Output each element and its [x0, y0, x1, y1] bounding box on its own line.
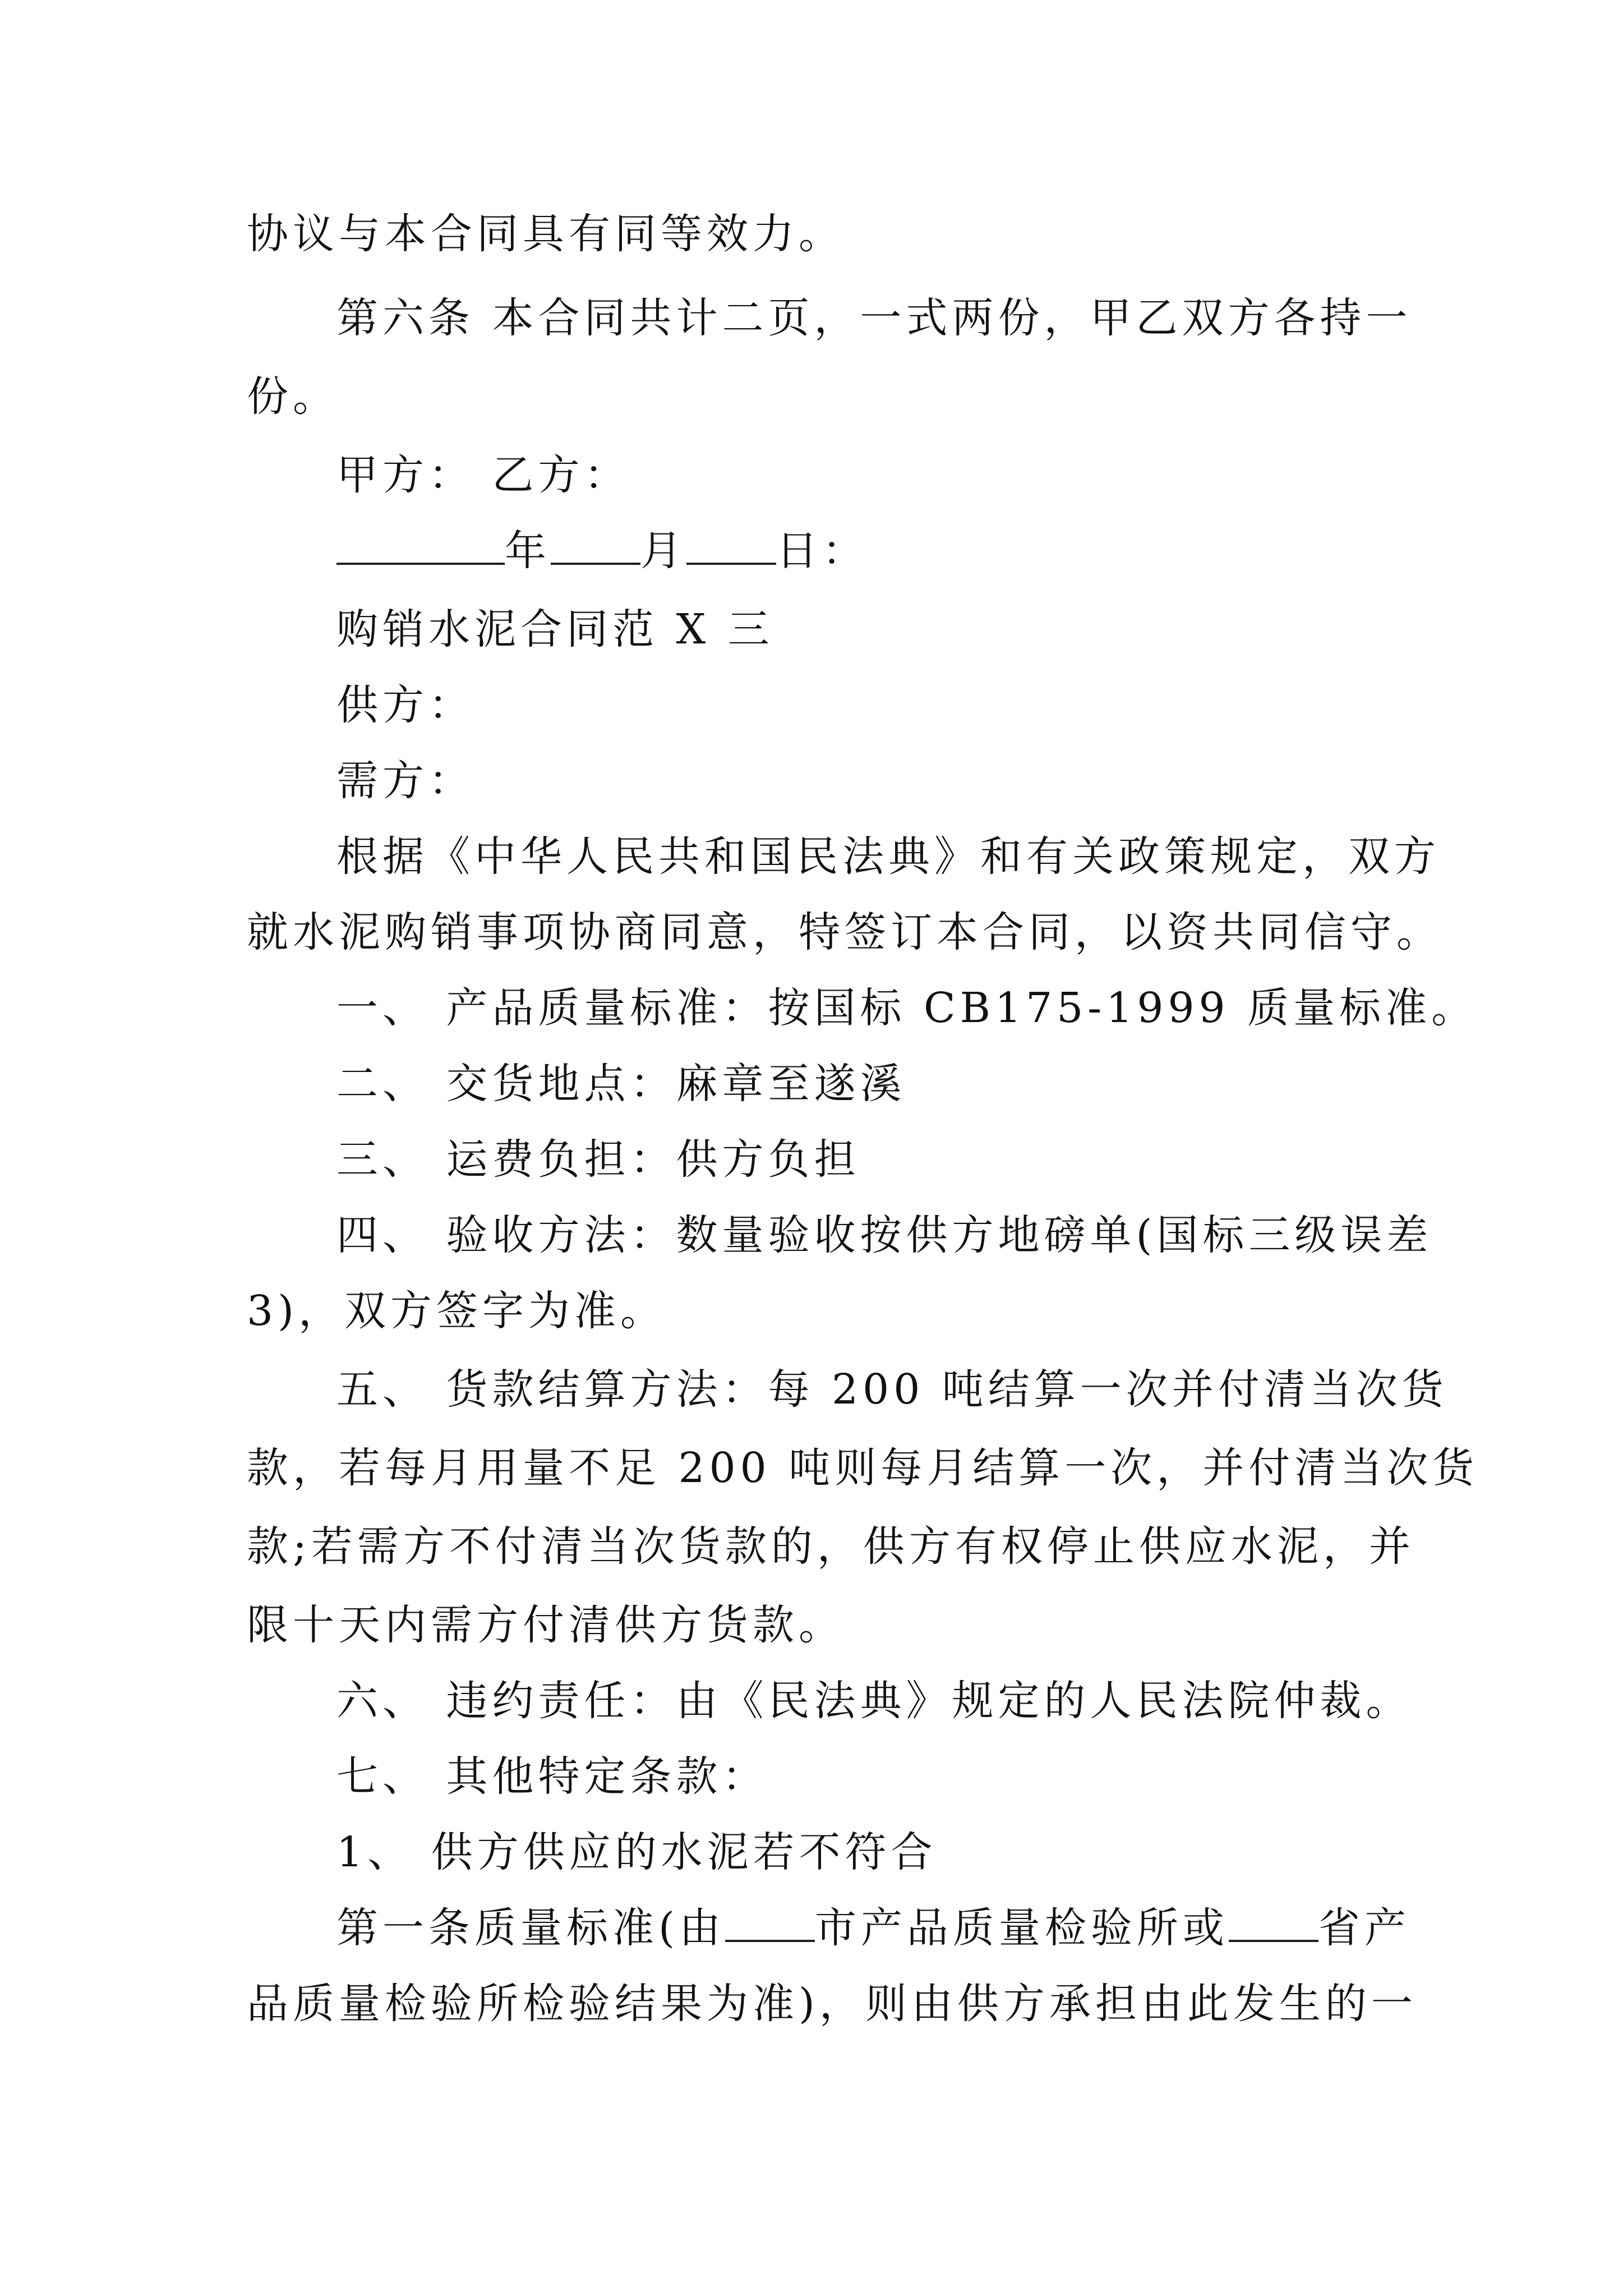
contract-title: 购销水泥合同范 X 三 [336, 605, 774, 654]
year-label: 年 [505, 527, 551, 575]
clause-4-line-2: 3)，双方签字为准。 [247, 1287, 666, 1335]
clause-4-line-1: 四、 验收方法：数量验收按供方地磅单(国标三级误差 [336, 1211, 1433, 1259]
quality-standard-line [336, 1904, 1410, 1952]
text-line-1: 协议与本合同具有同等效力。 [247, 210, 845, 258]
clause-3-line: 三、 运费负担：供方负担 [336, 1135, 860, 1184]
basis-line-2: 就水泥购销事项协商同意，特签订本合同，以资共同信守。 [247, 908, 1442, 956]
quality-text-part-3: 省产 [1318, 1904, 1410, 1952]
buyer-line: 需方： [336, 757, 474, 805]
province-blank [1229, 1907, 1318, 1942]
clause-5-line-3: 款;若需方不付清当次货款的，供方有权停止供应水泥，并 [247, 1522, 1415, 1571]
quality-text-part-1: 第一条质量标准(由 [336, 1904, 725, 1952]
day-blank [686, 530, 776, 565]
clause-2-line: 二、 交货地点：麻章至遂溪 [336, 1060, 906, 1108]
clause-5-line-4: 限十天内需方付清供方货款。 [247, 1601, 845, 1649]
text-line-2: 第六条 本合同共计二页，一式两份，甲乙双方各持一 [336, 294, 1412, 342]
month-blank [551, 530, 640, 565]
supplier-line: 供方： [336, 681, 474, 729]
year-blank [336, 530, 505, 565]
month-label: 月 [640, 527, 686, 575]
clause-6-line: 六、 违约责任：由《民法典》规定的人民法院仲裁。 [336, 1677, 1412, 1725]
clause-1-line: 一、 产品质量标准：按国标 CB175-1999 质量标准。 [336, 984, 1478, 1032]
clause-5-line-2: 款，若每月用量不足 200 吨则每月结算一次，并付清当次货 [247, 1444, 1479, 1492]
party-line: 甲方： 乙方： [336, 451, 630, 499]
date-line [336, 527, 868, 575]
quality-text-part-2: 市产品质量检验所或 [814, 1904, 1229, 1952]
clause-7-line: 七、 其他特定条款： [336, 1752, 768, 1801]
text-line-3: 份。 [247, 372, 339, 421]
day-label: 日： [776, 527, 868, 575]
quality-result-line: 品质量检验所检验结果为准)，则由供方承担由此发生的一 [247, 1980, 1417, 2028]
special-clause-1: 1、 供方供应的水泥若不符合 [336, 1828, 937, 1876]
clause-5-line-1: 五、 货款结算方法：每 200 吨结算一次并付清当次货 [336, 1365, 1448, 1414]
city-blank [725, 1907, 815, 1942]
basis-line-1: 根据《中华人民共和国民法典》和有关政策规定，双方 [336, 832, 1440, 881]
